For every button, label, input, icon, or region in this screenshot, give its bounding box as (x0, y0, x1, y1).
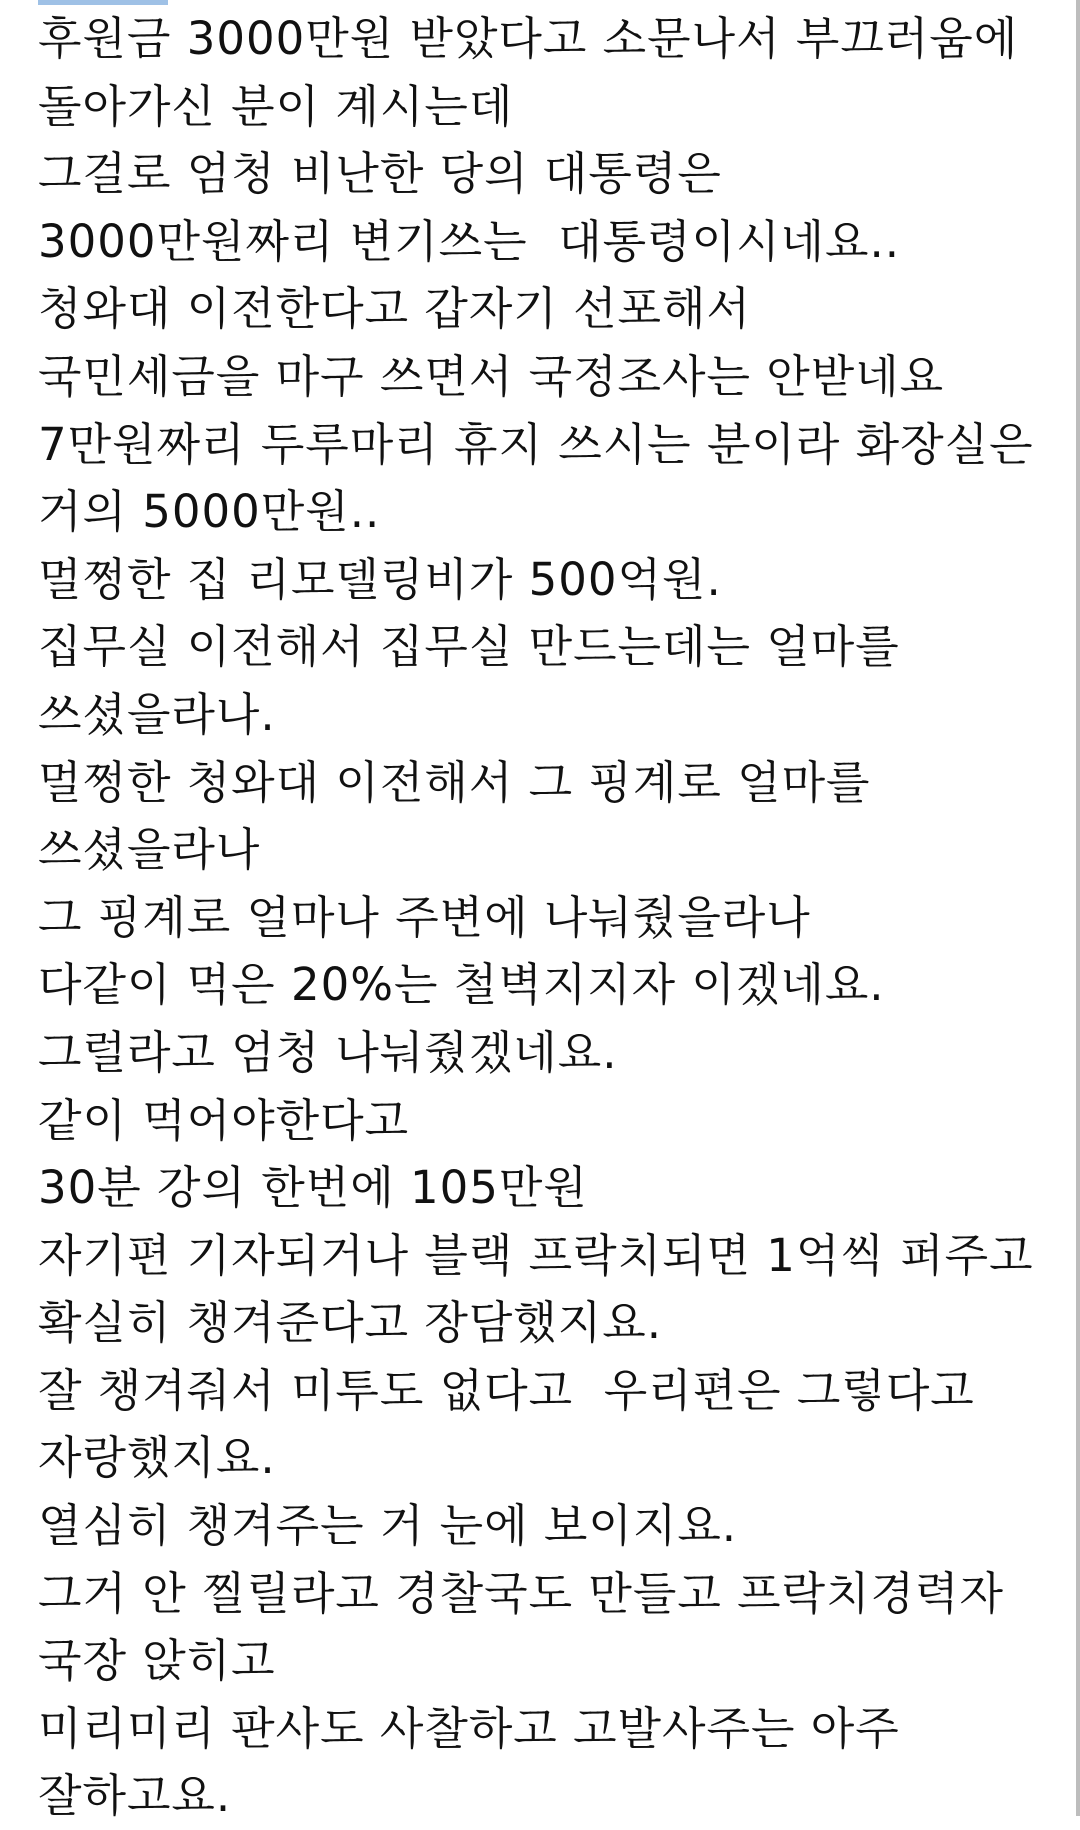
text-line-18: 30분 강의 한번에 105만원 (38, 1161, 588, 1215)
text-line-12: 멀쩡한 청와대 이전해서 그 핑계로 얼마를 (38, 755, 871, 809)
text-line-27: 잘하고요. (38, 1769, 232, 1823)
text-line-7: 7만원짜리 두루마리 휴지 쓰시는 분이라 화장실은 (38, 417, 1034, 471)
text-line-19: 자기편 기자되거나 블랙 프락치되면 1억씩 퍼주고 (38, 1228, 1034, 1282)
text-line-14: 그 핑계로 얼마나 주변에 나눠줬을라나 (38, 890, 811, 944)
text-line-25: 국장 앉히고 (38, 1634, 276, 1688)
text-line-17: 같이 먹어야한다고 (38, 1093, 410, 1147)
text-line-24: 그거 안 찔릴라고 경찰국도 만들고 프락치경력자 (38, 1566, 1004, 1620)
text-line-2: 돌아가신 분이 계시는데 (38, 79, 514, 133)
text-line-21: 잘 챙겨줘서 미투도 없다고 우리편은 그렇다고 (38, 1363, 975, 1417)
text-line-20: 확실히 챙겨준다고 장담했지요. (38, 1296, 663, 1350)
right-edge-border (1076, 0, 1080, 1816)
text-line-9: 멀쩡한 집 리모델링비가 500억원. (38, 552, 722, 606)
text-line-5: 청와대 이전한다고 갑자기 선포해서 (38, 282, 751, 336)
text-line-3: 그걸로 엄청 비난한 당의 대통령은 (38, 147, 722, 201)
text-line-1: 후원금 3000만원 받았다고 소문나서 부끄러움에 (38, 12, 1019, 65)
text-line-4: 3000만원짜리 변기쓰는 대통령이시네요.. (38, 214, 901, 268)
text-line-22: 자랑했지요. (38, 1431, 276, 1485)
text-line-16: 그럴라고 엄청 나눠줬겠네요. (38, 1025, 618, 1079)
text-line-8: 거의 5000만원.. (38, 485, 381, 539)
text-line-10: 집무실 이전해서 집무실 만드는데는 얼마를 (38, 620, 900, 674)
text-line-11: 쓰셨을라나. (38, 687, 276, 741)
text-line-23: 열심히 챙겨주는 거 눈에 보이지요. (38, 1499, 738, 1553)
text-line-6: 국민세금을 마구 쓰면서 국정조사는 안받네요 (38, 349, 945, 403)
text-line-15: 다같이 먹은 20%는 철벽지지자 이겠네요. (38, 958, 885, 1012)
text-line-13: 쓰셨을라나 (38, 823, 261, 877)
post-text-body (38, 5, 1068, 1830)
text-line-26: 미리미리 판사도 사찰하고 고발사주는 아주 (38, 1701, 900, 1755)
